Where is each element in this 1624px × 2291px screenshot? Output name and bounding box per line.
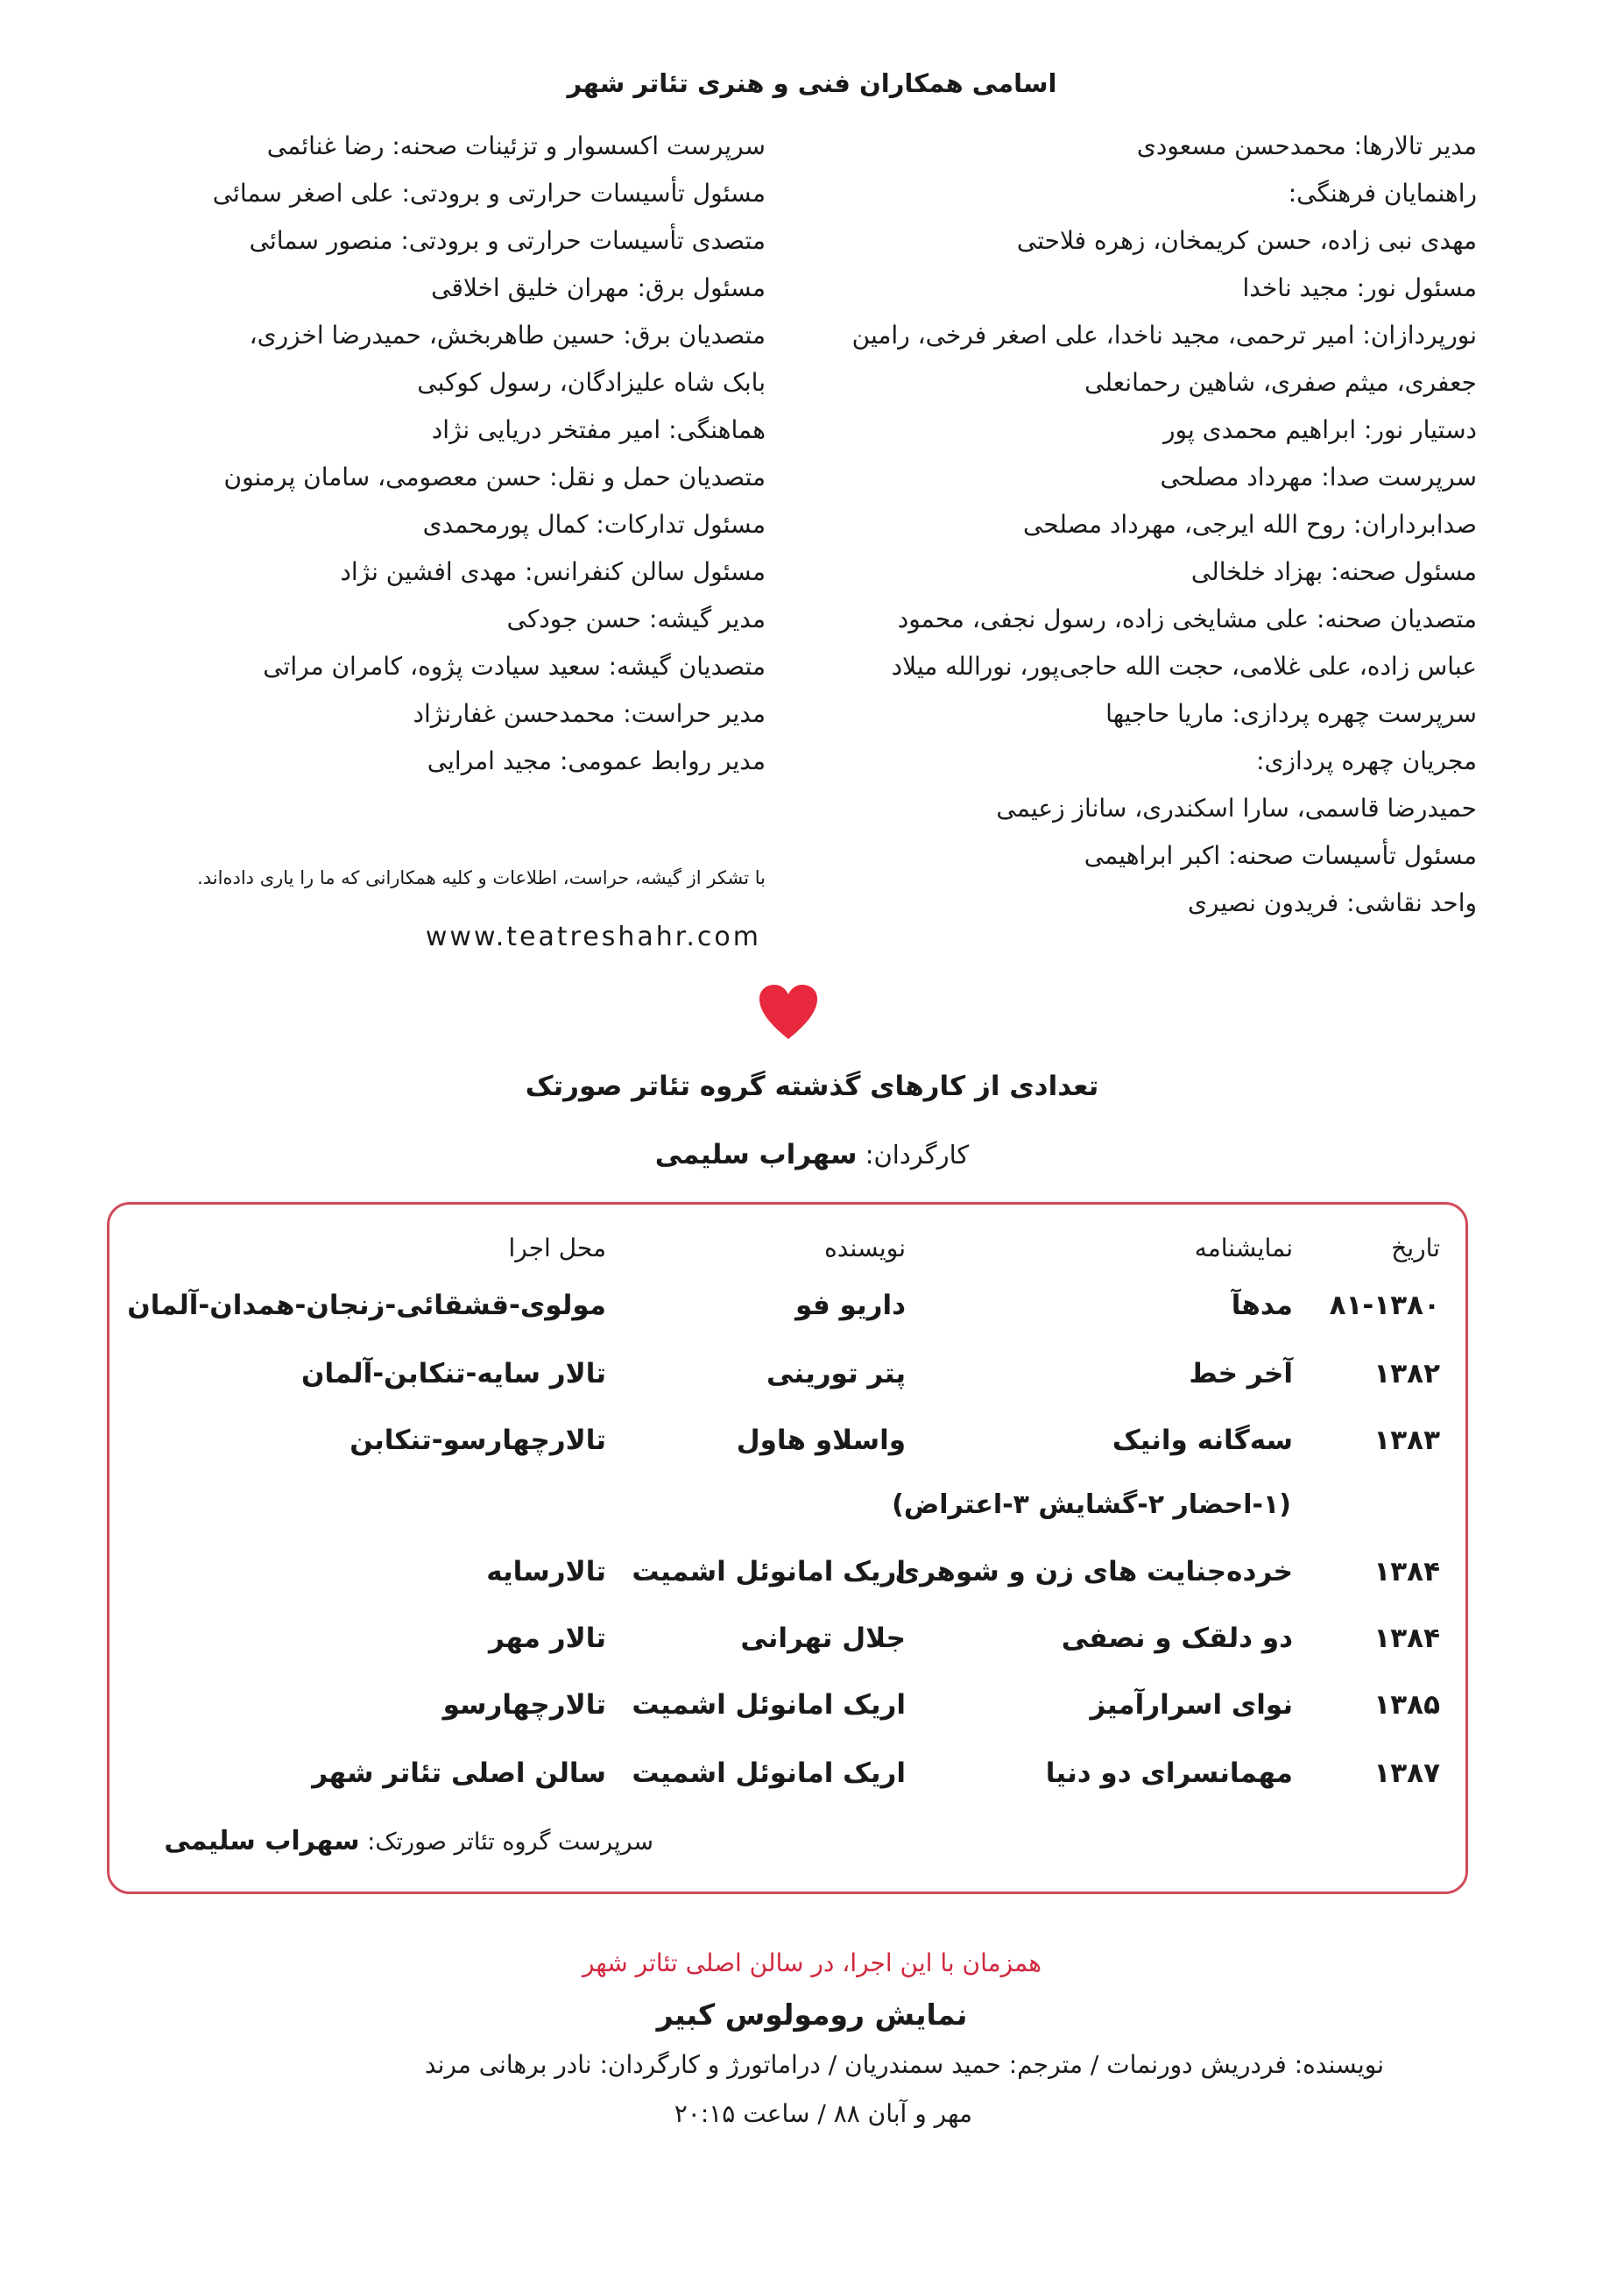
row-play: آخر خط — [1189, 1358, 1293, 1389]
heart-icon — [758, 983, 819, 1041]
staff-line: مدیر حراست: محمدحسن غفارنژاد — [413, 699, 766, 728]
row-author: جلال تهرانی — [740, 1623, 906, 1654]
row-play: خرده‌جنایت های زن و شوهری — [894, 1556, 1293, 1587]
staff-line: مهدی نبی زاده، حسن کریمخان، زهره فلاحتی — [1016, 226, 1477, 255]
director-name: سهراب سلیمی — [654, 1139, 858, 1170]
row-venue: سالن اصلی تئاتر شهر — [312, 1757, 606, 1789]
row-author: اریک امانوئل اشمیت — [632, 1689, 906, 1721]
row-venue: مولوی-قشقائی-زنجان-همدان-آلمان — [127, 1290, 606, 1321]
row-venue: تالار مهر — [489, 1623, 606, 1654]
row-author: پتر تورینی — [766, 1358, 906, 1389]
staff-line: مسئول تأسیسات صحنه: اکبر ابراهیمی — [1084, 841, 1477, 870]
staff-line: مسئول صحنه: بهزاد خلخالی — [1190, 557, 1477, 586]
row-year: ۱۳۸۴ — [1373, 1623, 1440, 1654]
staff-line: واحد نقاشی: فریدون نصیری — [1187, 888, 1477, 917]
group-supervisor — [164, 1826, 653, 1856]
staff-line: جعفری، میثم صفری، شاهین رحمانعلی — [1084, 368, 1477, 397]
show-title: نمایش رومولوس کبیر — [656, 1998, 968, 2032]
row-play: نوای اسرارآمیز — [1090, 1689, 1293, 1721]
staff-line: نورپردازان: امیر ترحمی، مجید ناخدا، علی اصغر فرخی، رامین — [851, 321, 1477, 350]
staff-line: سرپرست صدا: مهرداد مصلحی — [1160, 463, 1477, 491]
staff-line: مدیر روابط عمومی: مجید امرایی — [427, 746, 766, 775]
staff-line: متصدی تأسیسات حرارتی و برودتی: منصور سمائی — [249, 226, 766, 255]
staff-line: راهنمایان فرهنگی: — [1288, 179, 1477, 208]
staff-list-right — [811, 123, 1477, 927]
history-title: تعدادی از کارهای گذشته گروه تئاتر صورتک — [525, 1071, 1099, 1102]
staff-title: اسامی همکاران فنی و هنری تئاتر شهر — [567, 68, 1057, 98]
row-year: ۱۳۸۲ — [1373, 1358, 1440, 1389]
staff-line: متصدیان حمل و نقل: حسن معصومی، سامان پرمنون — [223, 463, 766, 491]
thanks-note: با تشکر از گیشه، حراست، اطلاعات و کلیه همکارانی که ما را یاری داده‌اند. — [197, 867, 766, 888]
staff-line: مسئول تدارکات: کمال پورمحمدی — [422, 510, 766, 539]
row-venue: تالارسایه — [486, 1556, 606, 1587]
director-line — [0, 1139, 1624, 1170]
row-year: ۱۳۸۴ — [1373, 1556, 1440, 1587]
show-dates: مهر و آبان ۸۸ / ساعت ۲۰:۱۵ — [674, 2099, 972, 2128]
concurrent-note: همزمان با این اجرا، در سالن اصلی تئاتر شهر — [582, 1948, 1042, 1977]
supervisor-name: سهراب سلیمی — [164, 1826, 360, 1856]
staff-line: متصدیان برق: حسین طاهربخش، حمیدرضا اخزری، — [249, 321, 766, 350]
director-label: کارگردان: — [865, 1140, 970, 1170]
row-venue: تالارچهارسو — [442, 1689, 606, 1721]
staff-line: عباس زاده، علی غلامی، حجت الله حاجی‌پور، نورالله میلاد — [891, 652, 1477, 681]
row-year: ۸۱-۱۳۸۰ — [1329, 1290, 1440, 1321]
staff-line: سرپرست چهره پردازی: ماریا حاجیها — [1105, 699, 1477, 728]
staff-line: مسئول سالن کنفرانس: مهدی افشین نژاد — [340, 557, 766, 586]
staff-line: سرپرست اکسسوار و تزئینات صحنه: رضا غنائمی — [266, 131, 766, 160]
trilogy-subnote: (۱-احضار ۲-گشایش ۳-اعتراض) — [892, 1489, 1291, 1520]
staff-line: دستیار نور: ابراهیم محمدی پور — [1163, 415, 1477, 444]
row-year: ۱۳۸۷ — [1373, 1757, 1440, 1789]
row-author: اریک امانوئل اشمیت — [632, 1556, 906, 1587]
supervisor-label: سرپرست گروه تئاتر صورتک: — [367, 1828, 653, 1856]
staff-line: مسئول نور: مجید ناخدا — [1242, 273, 1477, 302]
staff-line: مدیر تالارها: محمدحسن مسعودی — [1136, 131, 1477, 160]
staff-list-left — [100, 123, 766, 785]
staff-line: متصدیان صحنه: علی مشایخی زاده، رسول نجفی، محمود — [897, 605, 1477, 633]
row-author: واسلاو هاول — [736, 1425, 906, 1456]
row-venue: تالار سایه-تنکابن-آلمان — [301, 1358, 606, 1389]
row-year: ۱۳۸۵ — [1373, 1689, 1440, 1721]
staff-line: هماهنگی: امیر مفتخر دریایی نژاد — [431, 415, 766, 444]
staff-line: بابک شاه علیزادگان، رسول کوکبی — [417, 368, 766, 397]
staff-line: مدیر گیشه: حسن جودکی — [506, 605, 766, 633]
show-credits: نویسنده: فردریش دورنمات / مترجم: حمید سمندریان / دراماتورژ و کارگردان: نادر برهانی مرند — [424, 2050, 1384, 2079]
staff-line: مجریان چهره پردازی: — [1256, 746, 1477, 775]
header-year: تاریخ — [1391, 1234, 1440, 1262]
header-author: نویسنده — [824, 1234, 906, 1262]
staff-line: متصدیان گیشه: سعید سیادت پژوه، کامران مراتی — [263, 652, 766, 681]
row-year: ۱۳۸۳ — [1373, 1425, 1440, 1456]
website-link[interactable]: www.teatreshahr.com — [425, 922, 761, 952]
staff-line: صدابرداران: روح الله ایرجی، مهرداد مصلحی — [1023, 510, 1477, 539]
row-play: مدهآ — [1231, 1290, 1293, 1321]
staff-line: مسئول تأسیسات حرارتی و برودتی: علی اصغر سمائی — [212, 179, 766, 208]
row-play: دو دلقک و نصفی — [1061, 1623, 1293, 1654]
staff-line: حمیدرضا قاسمی، سارا اسکندری، ساناز زعیمی — [996, 794, 1477, 823]
row-venue: تالارچهارسو-تنکابن — [350, 1425, 606, 1456]
row-play: مهمانسرای دو دنیا — [1045, 1757, 1293, 1789]
header-venue: محل اجرا — [508, 1234, 606, 1262]
staff-line: مسئول برق: مهران خلیق اخلاقی — [431, 273, 766, 302]
row-author: داریو فو — [795, 1290, 906, 1321]
header-play: نمایشنامه — [1194, 1234, 1293, 1262]
row-author: اریک امانوئل اشمیت — [632, 1757, 906, 1789]
row-play: سه‌گانه وانیک — [1112, 1425, 1293, 1456]
